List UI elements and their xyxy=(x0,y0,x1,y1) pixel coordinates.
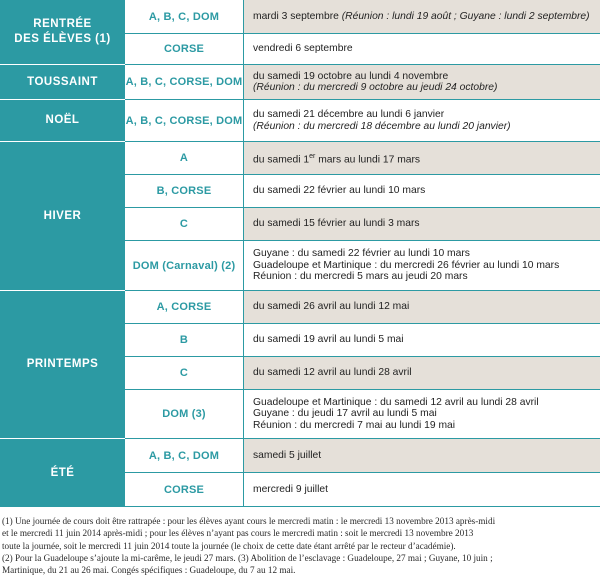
zone-cell: CORSE xyxy=(125,473,243,507)
dates-cell: du samedi 22 février au lundi 10 mars xyxy=(243,175,600,208)
period-hiver xyxy=(0,142,125,291)
period-label: NOËL xyxy=(45,114,80,126)
footnote-line: et le mercredi 11 juin 2014 après-midi ; pour les élèves n’ayant pas cours le mercredi matin : soit le mercredi 13 novembre 2013 xyxy=(2,528,474,539)
zone-cell: A, B, C, DOM xyxy=(125,439,243,473)
dates-cell: du samedi 19 avril au lundi 5 mai xyxy=(243,324,600,357)
footnote-line: (2) Pour la Guadeloupe s’ajoute la mi-carême, le jeudi 27 mars. (3) Abolition de l’esclavage : Guadeloupe, 27 mai ; Guyane, 10 juin ; xyxy=(2,552,493,563)
period-label: PRINTEMPS xyxy=(26,358,99,370)
zone-cell: C xyxy=(125,357,243,390)
period-printemps xyxy=(0,291,125,439)
zone-cell: DOM (3) xyxy=(125,390,243,439)
zone-cell: A, B, C, DOM xyxy=(125,0,243,34)
period-label: RENTRÉE DES ÉLÈVES (1) xyxy=(14,18,111,45)
dates-cell: Guadeloupe et Martinique : du samedi 12 avril au lundi 28 avril Guyane : du jeudi 17 avril au lundi 5 mai Réunion : du mercredi 7 mai au lundi 19 mai xyxy=(243,390,600,439)
dates-cell: mardi 3 septembre (Réunion : lundi 19 août ; Guyane : lundi 2 septembre) xyxy=(243,0,600,34)
dates-cell: Guyane : du samedi 22 février au lundi 10 mars Guadeloupe et Martinique : du mercredi 26 février au lundi 10 mars Réunion : du mercredi 5 mars au jeudi 20 mars xyxy=(243,241,600,291)
dates-cell: du samedi 1er mars au lundi 17 mars xyxy=(243,142,600,175)
footnote-line: toute la journée, soit le mercredi 11 juin 2014 toute la journée (le choix de cette date étant arrêté par le recteur d’académie). xyxy=(2,540,456,551)
period-rentree xyxy=(0,0,125,65)
period-toussaint xyxy=(0,65,125,100)
dates-cell: du samedi 21 décembre au lundi 6 janvier (Réunion : du mercredi 18 décembre au lundi 20 janvier) xyxy=(243,100,600,142)
zone-cell: CORSE xyxy=(125,34,243,65)
dates-cell: vendredi 6 septembre xyxy=(243,34,600,65)
period-noel xyxy=(0,100,125,142)
dates-cell: du samedi 15 février au lundi 3 mars xyxy=(243,208,600,241)
zone-cell: A xyxy=(125,142,243,175)
footnote-line: (1) Une journée de cours doit être rattrapée : pour les élèves ayant cours le mercredi matin : le mercredi 13 novembre 2013 après-midi xyxy=(2,516,496,526)
dates-cell: du samedi 26 avril au lundi 12 mai xyxy=(243,291,600,324)
zone-cell: B, CORSE xyxy=(125,175,243,208)
dates-cell: du samedi 19 octobre au lundi 4 novembre (Réunion : du mercredi 9 octobre au jeudi 24 octobre) xyxy=(243,65,600,100)
dates-cell: samedi 5 juillet xyxy=(243,439,600,473)
period-ete xyxy=(0,439,125,507)
dates-cell: mercredi 9 juillet xyxy=(243,473,600,507)
footnotes xyxy=(2,515,598,576)
zone-cell: A, CORSE xyxy=(125,291,243,324)
zone-cell: A, B, C, CORSE, DOM xyxy=(125,65,243,100)
period-label: TOUSSAINT xyxy=(27,75,98,88)
period-label: ÉTÉ xyxy=(50,466,75,479)
footnote-line: Martinique, du 21 au 26 mai. Congés spécifiques : Guadeloupe, du 7 au 12 mai. xyxy=(2,565,296,576)
zone-cell: DOM (Carnaval) (2) xyxy=(125,241,243,291)
zone-cell: B xyxy=(125,324,243,357)
dates-cell: du samedi 12 avril au lundi 28 avril xyxy=(243,357,600,390)
period-label: HIVER xyxy=(43,209,82,222)
zone-cell: A, B, C, CORSE, DOM xyxy=(125,100,243,142)
zone-cell: C xyxy=(125,208,243,241)
